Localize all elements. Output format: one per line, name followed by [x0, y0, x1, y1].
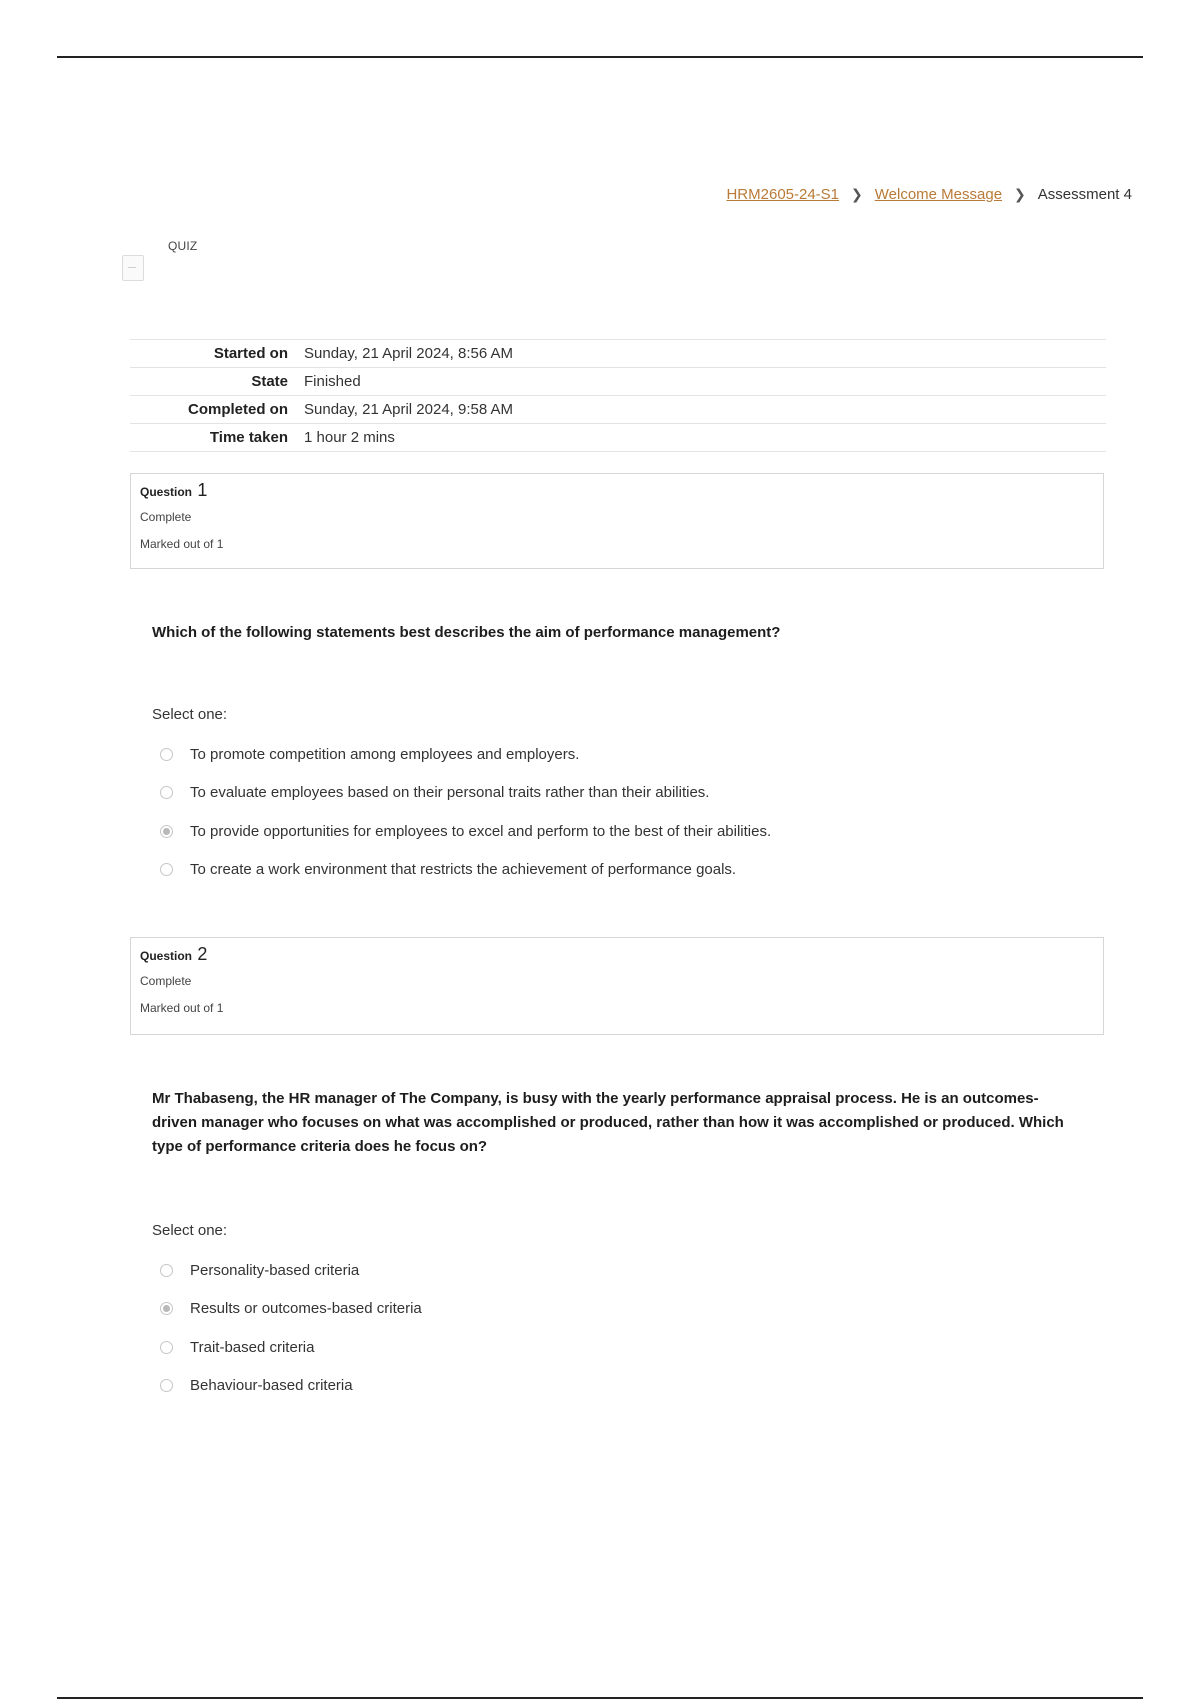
answer-option[interactable]	[160, 1328, 422, 1367]
summary-value: Sunday, 21 April 2024, 8:56 AM	[304, 345, 514, 362]
question-state: Complete	[140, 974, 192, 988]
question-number	[140, 944, 1094, 965]
summary-row	[130, 368, 1106, 396]
question-grade: Marked out of 1	[140, 537, 224, 551]
question-text: Which of the following statements best describes the aim of performance management?	[152, 624, 781, 641]
question-label: Question	[140, 485, 193, 499]
breadcrumb-link-welcome[interactable]: Welcome Message	[874, 186, 1003, 203]
answer-label[interactable]: To evaluate employees based on their personal traits rather than their abilities.	[190, 784, 710, 802]
question-number	[140, 480, 1094, 501]
chevron-right-icon: ❯	[1014, 186, 1026, 202]
summary-row	[130, 424, 1106, 452]
chevron-right-icon: ❯	[851, 186, 863, 202]
radio-button[interactable]	[160, 863, 173, 876]
summary-row	[130, 396, 1106, 424]
summary-value: Finished	[304, 373, 361, 390]
answer-label[interactable]: Personality-based criteria	[190, 1261, 360, 1279]
answer-label[interactable]: To provide opportunities for employees to excel and perform to the best of their abilities.	[190, 822, 772, 840]
summary-label: Completed on	[188, 401, 288, 418]
question-number-value: 2	[197, 944, 208, 964]
question-text: Mr Thabaseng, the HR manager of The Company, is busy with the yearly performance appraisal process. He is an outcomes-driven manager who focuses on what was accomplished or produced, rather than how it was accomplished or produced. Which type of performance criteria does he focus on?	[152, 1090, 1064, 1155]
summary-value: 1 hour 2 mins	[304, 429, 395, 446]
answer-label[interactable]: Trait-based criteria	[190, 1338, 315, 1356]
breadcrumb-link-course[interactable]: HRM2605-24-S1	[726, 186, 840, 203]
radio-button[interactable]	[160, 1264, 173, 1277]
activity-type-label: QUIZ	[168, 239, 198, 253]
summary-label: Started on	[213, 345, 288, 362]
page-bottom-rule	[57, 1697, 1143, 1699]
radio-button[interactable]	[160, 1379, 173, 1392]
question-info-box	[130, 937, 1104, 1035]
quiz-icon	[122, 255, 144, 281]
answer-label[interactable]: Behaviour-based criteria	[190, 1377, 353, 1395]
radio-button-checked[interactable]	[160, 825, 173, 838]
answer-option[interactable]	[160, 1367, 422, 1406]
question-info-box	[130, 473, 1104, 569]
question-label: Question	[140, 949, 193, 963]
summary-value: Sunday, 21 April 2024, 9:58 AM	[304, 401, 514, 418]
question-number-value: 1	[197, 480, 208, 500]
answer-option[interactable]	[160, 735, 771, 774]
breadcrumb	[726, 186, 1132, 203]
answer-label[interactable]: To create a work environment that restricts the achievement of performance goals.	[190, 861, 737, 879]
answer-label[interactable]: Results or outcomes-based criteria	[190, 1300, 422, 1318]
answer-option[interactable]	[160, 851, 771, 890]
page-top-rule	[57, 56, 1143, 58]
select-one-prompt: Select one:	[152, 706, 228, 723]
answer-option-selected[interactable]	[160, 812, 771, 851]
select-one-prompt: Select one:	[152, 1222, 228, 1239]
answer-option-selected[interactable]	[160, 1290, 422, 1329]
radio-button-checked[interactable]	[160, 1302, 173, 1315]
radio-button[interactable]	[160, 748, 173, 761]
answer-option[interactable]	[160, 774, 771, 813]
question-grade: Marked out of 1	[140, 1001, 224, 1015]
summary-row	[130, 340, 1106, 368]
summary-label: Time taken	[209, 429, 288, 446]
attempt-summary-table	[130, 339, 1106, 452]
question-state: Complete	[140, 510, 192, 524]
answer-option[interactable]	[160, 1251, 422, 1290]
radio-button[interactable]	[160, 786, 173, 799]
answer-options	[160, 735, 771, 889]
answer-label[interactable]: To promote competition among employees and employers.	[190, 745, 580, 763]
radio-button[interactable]	[160, 1341, 173, 1354]
breadcrumb-current: Assessment 4	[1037, 186, 1132, 203]
answer-options	[160, 1251, 422, 1405]
summary-label: State	[251, 373, 288, 390]
